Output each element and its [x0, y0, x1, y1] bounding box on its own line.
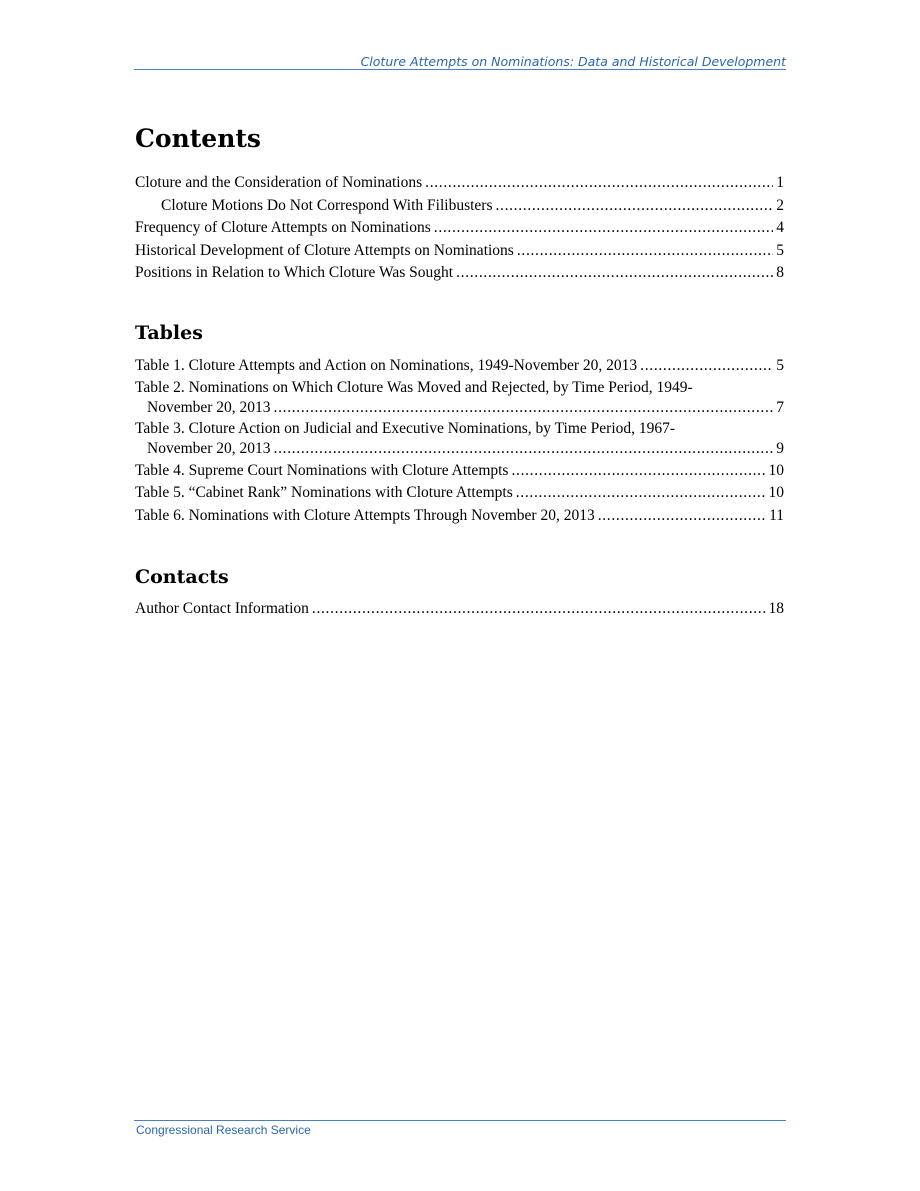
toc-entry-table-2[interactable] — [135, 378, 784, 419]
leader-dots — [434, 217, 773, 240]
toc-entry-positions[interactable] — [135, 262, 784, 285]
tables-heading: Tables — [135, 322, 203, 344]
toc-entry-title-line2: November 20, 2013 — [147, 398, 271, 416]
toc-entry-page: 5 — [776, 241, 784, 259]
toc-entry-title: Frequency of Cloture Attempts on Nominations — [135, 219, 431, 236]
toc-entry-page: 7 — [776, 398, 784, 416]
leader-dots — [640, 355, 773, 378]
footer-rule — [134, 1120, 786, 1121]
toc-entry-frequency[interactable] — [135, 217, 784, 240]
toc-entry-page: 18 — [768, 600, 784, 617]
toc-entry-table-3[interactable] — [135, 419, 784, 460]
contents-list — [135, 172, 784, 285]
toc-entry-page: 9 — [776, 439, 784, 457]
toc-entry-cloture-consideration[interactable] — [135, 172, 784, 195]
toc-entry-title: Historical Development of Cloture Attempts on Nominations — [135, 241, 514, 259]
contacts-heading: Contacts — [135, 566, 229, 588]
toc-entry-table-6[interactable] — [135, 505, 784, 528]
toc-entry-title: Author Contact Information — [135, 600, 309, 617]
leader-dots — [274, 398, 774, 418]
contents-heading: Contents — [135, 124, 262, 153]
toc-entry-title: Positions in Relation to Which Cloture Was Sought — [135, 264, 454, 281]
leader-dots — [598, 505, 766, 528]
header-rule — [134, 69, 786, 70]
toc-entry-title-line1: Table 3. Cloture Action on Judicial and Executive Nominations, by Time Period, 1967- — [135, 419, 676, 437]
leader-dots — [495, 195, 773, 218]
toc-entry-title: Cloture and the Consideration of Nominations — [135, 174, 423, 191]
leader-dots — [456, 262, 773, 285]
leader-dots — [517, 240, 773, 263]
toc-entry-title: Table 6. Nominations with Cloture Attempts Through November 20, 2013 — [135, 506, 595, 524]
toc-entry-title-line2: November 20, 2013 — [147, 439, 271, 457]
tables-list — [135, 355, 784, 527]
toc-entry-table-4[interactable] — [135, 460, 784, 483]
toc-entry-page: 2 — [776, 196, 784, 214]
toc-entry-page: 1 — [776, 174, 784, 191]
toc-entry-table-5[interactable] — [135, 482, 784, 505]
toc-entry-title: Table 1. Cloture Attempts and Action on Nominations, 1949-November 20, 2013 — [135, 357, 638, 374]
leader-dots — [425, 172, 773, 195]
toc-entry-historical-development[interactable] — [135, 240, 784, 263]
toc-entry-author-contact[interactable] — [135, 598, 784, 621]
footer-publisher: Congressional Research Service — [136, 1123, 311, 1137]
toc-entry-page: 11 — [769, 506, 784, 524]
toc-entry-title: Table 4. Supreme Court Nominations with Cloture Attempts — [135, 461, 509, 479]
running-header: Cloture Attempts on Nominations: Data and Historical Development — [360, 54, 786, 69]
toc-entry-title: Cloture Motions Do Not Correspond With Filibusters — [161, 196, 493, 214]
toc-entry-page: 5 — [776, 357, 784, 374]
toc-entry-title-line1: Table 2. Nominations on Which Cloture Was Moved and Rejected, by Time Period, 1949- — [135, 378, 693, 396]
contacts-list — [135, 598, 784, 621]
toc-entry-page: 8 — [776, 264, 784, 281]
toc-entry-page: 10 — [768, 461, 784, 479]
toc-entry-page: 4 — [776, 219, 784, 236]
leader-dots — [516, 482, 766, 505]
toc-entry-page: 10 — [768, 484, 784, 501]
leader-dots — [274, 439, 774, 459]
leader-dots — [312, 598, 766, 621]
toc-entry-motions-filibusters[interactable] — [135, 195, 784, 218]
leader-dots — [511, 460, 765, 483]
toc-entry-table-1[interactable] — [135, 355, 784, 378]
toc-entry-title: Table 5. “Cabinet Rank” Nominations with Cloture Attempts — [135, 484, 513, 501]
